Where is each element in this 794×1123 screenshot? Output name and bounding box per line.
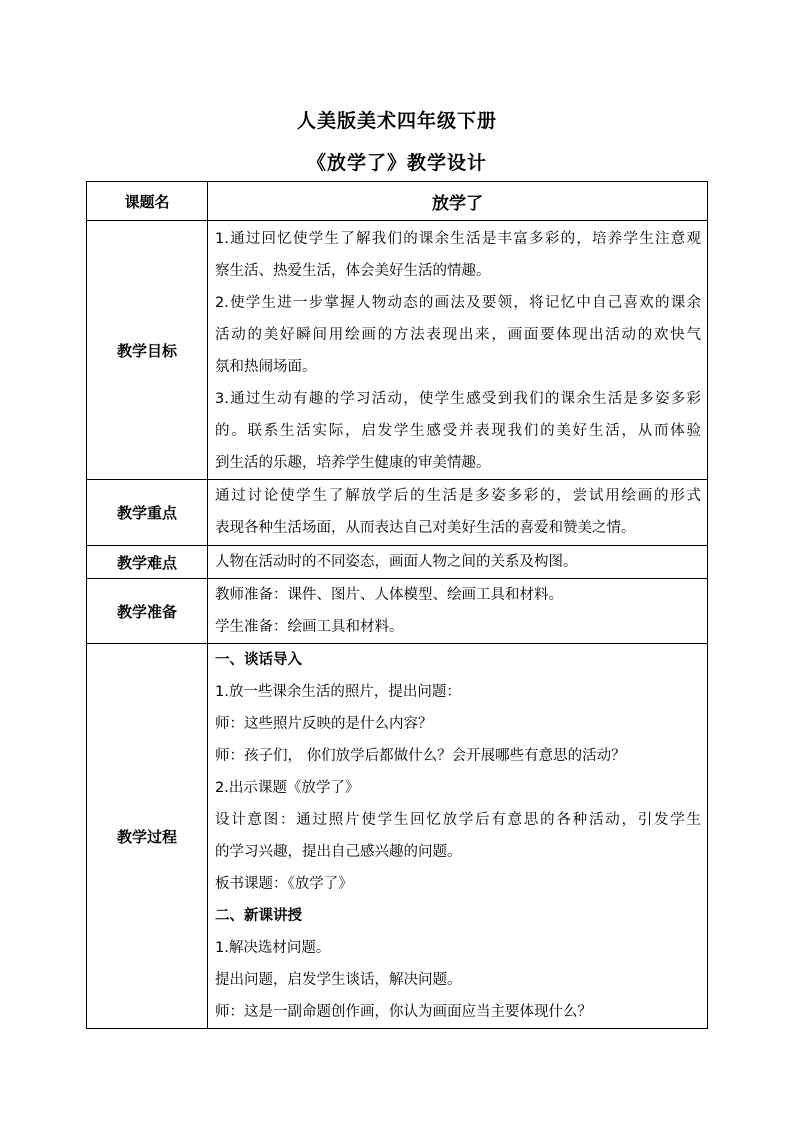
prep-line: 教师准备：课件、图片、人体模型、绘画工具和材料。 [215, 587, 563, 603]
document-title: 人美版美术四年级下册 [296, 110, 497, 132]
goals-line: 2.使学生进一步掌握人物动态的画法及要领，将记忆中自己喜欢的课余 [215, 295, 701, 311]
table-row [87, 546, 708, 579]
process-line: 师：这是一副命题创作画，你认为画面应当主要体现什么？ [215, 1004, 592, 1020]
goals-line: 3.通过生动有趣的学习活动，使学生感受到我们的课余生活是多姿多彩 [215, 391, 701, 407]
table-row [87, 182, 708, 221]
goals-line: 察生活、热爱生活，体会美好生活的情趣。 [215, 263, 491, 279]
preparation-content [208, 579, 708, 644]
goals-line: 1.通过回忆使学生了解我们的课余生活是丰富多彩的，培养学生注意观 [215, 231, 701, 247]
key-line: 通过讨论使学生了解放学后的生活是多姿多彩的，尝试用绘画的形式 [215, 488, 701, 504]
lesson-plan-table [86, 181, 708, 1029]
process-line: 的学习兴趣，提出自己感兴趣的问题。 [215, 844, 462, 860]
key-points-label: 教学重点 [87, 480, 208, 546]
goals-content [208, 221, 708, 480]
process-line: 2.出示课题《放学了》 [215, 780, 360, 796]
process-line: 1.放一些课余生活的照片，提出问题： [215, 684, 461, 700]
prep-line: 学生准备：绘画工具和材料。 [215, 619, 404, 635]
section-heading: 一、谈话导入 [215, 652, 302, 668]
table-row [87, 480, 708, 546]
document-subtitle: 《放学了》教学设计 [306, 152, 487, 174]
process-line: 设计意图：通过照片使学生回忆放学后有意思的各种活动，引发学生 [215, 812, 701, 828]
key-line: 表现各种生活场面，从而表达自己对美好生活的喜爱和赞美之情。 [215, 520, 636, 536]
section-heading: 二、新课讲授 [215, 908, 302, 924]
goals-line: 到生活的乐趣，培养学生健康的审美情趣。 [215, 455, 491, 471]
goals-label: 教学目标 [87, 221, 208, 480]
goals-line: 的。联系生活实际，启发学生感受并表现我们的美好生活，从而体验 [215, 423, 701, 439]
goals-line: 氛和热闹场面。 [215, 359, 317, 375]
process-line: 师：孩子们， 你们放学后都做什么？会开展哪些有意思的活动？ [215, 748, 626, 764]
preparation-label: 教学准备 [87, 579, 208, 644]
difficulty-label: 教学难点 [87, 546, 208, 579]
table-row [87, 644, 708, 1029]
process-line: 板书课题：《放学了》 [215, 876, 353, 892]
table-row [87, 579, 708, 644]
topic-label: 课题名 [87, 182, 208, 221]
process-label: 教学过程 [87, 644, 208, 1029]
process-line: 师：这些照片反映的是什么内容？ [215, 716, 433, 732]
process-line: 1.解决选材问题。 [215, 940, 331, 956]
difficulty-line: 人物在活动时的不同姿态，画面人物之间的关系及构图。 [215, 554, 578, 570]
table-row [87, 221, 708, 480]
topic-value: 放学了 [208, 182, 708, 221]
process-line: 提出问题，启发学生谈话，解决问题。 [215, 972, 462, 988]
difficulty-content [208, 546, 708, 579]
key-points-content [208, 480, 708, 546]
process-content [208, 644, 708, 1029]
goals-line: 活动的美好瞬间用绘画的方法表现出来，画面要体现出活动的欢快气 [215, 327, 701, 343]
